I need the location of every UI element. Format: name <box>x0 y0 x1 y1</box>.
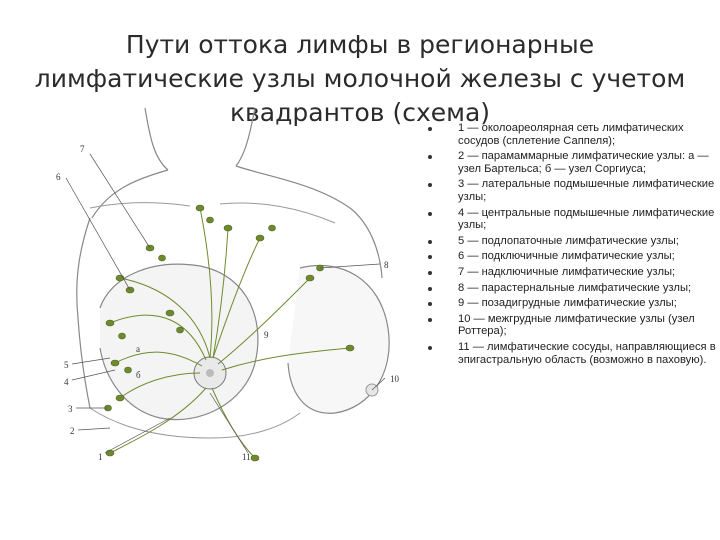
legend-item-text: 2 — парамаммарные лимфатические узлы: а — узел Бартельса; б — узел Соргиуса; <box>458 150 709 175</box>
bullet-icon <box>428 127 432 131</box>
legend-item-text: 4 — центральные подмышечные лимфатические узлы; <box>458 206 715 232</box>
legend-list <box>428 122 716 369</box>
legend-item-text: 5 — подлопаточные лимфатические узлы; <box>458 234 679 247</box>
callout-5: 5 <box>64 360 69 370</box>
nipple <box>206 369 214 377</box>
legend-item-text: 10 — межгрудные лимфатические узлы (узел Роттера); <box>458 312 695 338</box>
neck-outline <box>145 108 255 170</box>
bullet-icon <box>428 287 432 291</box>
bullet-icon <box>428 240 432 244</box>
bullet-icon <box>428 271 432 275</box>
legend-item-text: 6 — подключичные лимфатические узлы; <box>458 250 675 263</box>
legend-item <box>428 297 716 310</box>
callout-3: 3 <box>68 404 73 414</box>
legend-item-text: 3 — латеральные подмышечные лимфатические узлы; <box>458 178 715 203</box>
bullet-icon <box>428 318 432 322</box>
bullet-icon <box>428 255 432 259</box>
bullet-icon <box>428 346 432 350</box>
callout-4: 4 <box>64 377 69 387</box>
legend-item <box>428 122 716 147</box>
callout-1: 1 <box>98 452 103 462</box>
legend-item <box>428 266 716 279</box>
legend-item-text: 11 — лимфатические сосуды, направляющиеся в эпигастральную область (возможно в паховую). <box>458 340 716 366</box>
legend-item-text: 1 — околоареолярная сеть лимфатических сосудов (сплетение Саппеля); <box>458 122 684 147</box>
legend-item-text: 7 — надключичные лимфатические узлы; <box>458 265 676 278</box>
bullet-icon <box>428 183 432 187</box>
legend-item <box>428 341 716 366</box>
legend-item-text: 9 — позадигрудные лимфатические узлы; <box>458 297 677 310</box>
anatomical-scheme <box>50 108 430 468</box>
legend-item <box>428 150 716 175</box>
legend-item <box>428 235 716 248</box>
callout-7: 7 <box>80 144 85 154</box>
slide-title: Пути оттока лимфы в регионарные лимфатические узлы молочной железы с учетом квадрантов (схема) <box>34 30 686 127</box>
callout-10: 10 <box>390 374 399 384</box>
callout-b: б <box>136 370 141 380</box>
legend-item <box>428 250 716 263</box>
shoulder-outline <box>92 166 382 278</box>
legend-item <box>428 178 716 203</box>
legend-item <box>428 282 716 295</box>
bullet-icon <box>428 155 432 159</box>
legend-item-text: 8 — парастернальные лимфатические узлы; <box>458 281 692 294</box>
callout-9: 9 <box>264 330 269 340</box>
axilla-outline <box>77 218 90 408</box>
lymph-drainage-illustration <box>50 108 430 468</box>
callout-6: 6 <box>56 172 61 182</box>
callout-11: 11 <box>242 452 251 462</box>
legend-item <box>428 313 716 338</box>
legend-item <box>428 207 716 232</box>
callout-a: а <box>136 344 140 354</box>
bullet-icon <box>428 302 432 306</box>
bullet-icon <box>428 212 432 216</box>
callout-8: 8 <box>384 260 389 270</box>
callout-2: 2 <box>70 426 75 436</box>
